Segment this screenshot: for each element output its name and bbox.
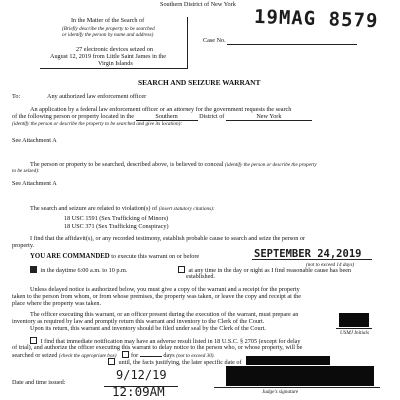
initials-redaction xyxy=(339,313,369,327)
violation-item-1: 18 USC 1591 (Sex Trafficking of Minors) xyxy=(64,215,169,222)
violations-intro: The search and seizure are related to violation(s) of xyxy=(30,205,158,212)
caption-bracket xyxy=(187,17,188,69)
judge-signature-label: Judge's signature xyxy=(262,389,299,395)
state-value: New York xyxy=(226,113,312,121)
district-value: Southern xyxy=(136,113,198,121)
caption-divider xyxy=(40,68,188,69)
immediate-line-2: of trial), and authorize the officer executing this warrant to delay notice to the person who, or whose property, will be xyxy=(12,344,303,351)
issued-label: Date and time issued: xyxy=(12,379,66,386)
judge-signature-redaction xyxy=(226,366,374,386)
anytime-label-2: established. xyxy=(186,273,216,280)
caption-hint-line-1: (Briefly describe the property to be searched xyxy=(62,26,155,32)
to-label: To: xyxy=(12,93,21,100)
case-no-line xyxy=(227,44,357,45)
execute-by-date-handwritten: SEPTEMBER 24,2019 xyxy=(254,248,362,260)
anytime-label-1: at any time in the day or night as I find reasonable cause has been xyxy=(188,267,352,274)
inventory-line-2: inventory as required by law and promptly return this warrant and inventory to the Clerk of the Court. xyxy=(12,318,265,325)
until-line xyxy=(108,358,242,366)
initials-line xyxy=(336,328,372,329)
daytime-option[interactable] xyxy=(30,266,127,274)
conceal-hint-1: (identify the person or describe the property xyxy=(225,162,317,168)
application-attachment: See Attachment A xyxy=(12,137,57,144)
issued-date-line xyxy=(104,386,178,387)
immediate-checkbox[interactable] xyxy=(30,337,37,344)
matter-title: In the Matter of the Search of xyxy=(71,17,145,24)
execute-by-date-hint: (not to exceed 14 days) xyxy=(306,262,355,268)
violations-line xyxy=(30,205,215,212)
delayed-notice-line-1: Unless delayed notice is authorized below, you must give a copy of the warrant and a receipt for the property xyxy=(30,286,300,293)
district-of-label: District of xyxy=(199,113,225,120)
application-line-1: An application by a federal law enforcement officer or an attorney for the government requests the search xyxy=(30,106,292,113)
until-label: until, the facts justifying, the later specific date of xyxy=(118,359,242,366)
application-hint: (identify the person or describe the property to be searched and give its location): xyxy=(12,121,183,127)
conceal-line xyxy=(30,161,317,168)
until-date-redaction xyxy=(246,356,330,365)
violation-item-2: 18 USC 371 (Sex Trafficking Conspiracy) xyxy=(64,223,169,230)
finding-line-1: I find that the affidavit(s), or any recorded testimony, establish probable cause to search and seize the person or xyxy=(30,235,306,242)
warrant-title: SEARCH AND SEIZURE WARRANT xyxy=(138,78,261,87)
finding-line-2: property. xyxy=(12,242,35,249)
daytime-checkbox[interactable] xyxy=(30,266,37,273)
conceal-attachment: See Attachment A xyxy=(12,180,57,187)
inventory-line-3: Upon its return, this warrant and inventory should be filed under seal by the Clerk of the Court. xyxy=(30,325,266,332)
commanded-bold: YOU ARE COMMANDED xyxy=(30,253,110,260)
days-hint: (not to exceed 30). xyxy=(176,353,215,359)
issued-time-handwritten: 12:09AM xyxy=(112,384,165,399)
commanded-text: to execute this warrant on or before xyxy=(111,253,200,260)
days-blank[interactable] xyxy=(140,356,162,357)
commanded-line xyxy=(30,253,199,260)
case-no-label: Case No. xyxy=(203,37,226,44)
anytime-checkbox[interactable] xyxy=(178,266,185,273)
property-line-1: 27 electronic devices seized on xyxy=(76,46,153,53)
for-label: for xyxy=(131,352,139,359)
conceal-text: The person or property to be searched, described above, is believed to conceal xyxy=(30,161,224,168)
daytime-label: in the daytime 6:00 a.m. to 10 p.m. xyxy=(40,267,128,274)
searched-seized-text: searched or seized xyxy=(12,352,58,359)
check-box-hint: (check the appropriate box) xyxy=(58,353,117,359)
property-line-3: Virgin Islands xyxy=(98,60,133,67)
for-days-checkbox[interactable] xyxy=(122,351,129,358)
issued-date-handwritten: 9/12/19 xyxy=(116,368,167,382)
caption-hint-line-2: or identify the person by name and address) xyxy=(62,32,154,38)
judge-signature-line xyxy=(214,387,380,388)
delayed-notice-line-2: taken to the person from whom, or from whose premises, the property was taken, or leave the copy and receipt at the xyxy=(12,293,301,300)
until-checkbox[interactable] xyxy=(108,358,115,365)
property-line-2: August 12, 2019 from Little Saint James in the xyxy=(50,53,167,60)
inventory-line-1: The officer executing this warrant, or an officer present during the execution of the warrant, must prepare an xyxy=(30,311,299,318)
application-line-2-text: of the following person or property located in the xyxy=(12,113,134,120)
delayed-notice-line-3: place where the property was taken. xyxy=(12,300,101,307)
to-value: Any authorized law enforcement officer xyxy=(47,93,147,100)
days-label: days xyxy=(163,352,175,359)
initials-label: USMJ Initials xyxy=(340,330,369,336)
immediate-text-1: I find that immediate notification may have an adverse result listed in 18 U.S.C. § 2705 (except for delay xyxy=(40,338,301,345)
court-district: Southern District of New York xyxy=(160,1,236,8)
conceal-hint-2: to be seized): xyxy=(12,168,40,174)
violations-hint: (insert statutory citations): xyxy=(158,206,215,212)
handwritten-case-number: 19MAG 8579 xyxy=(253,5,379,33)
